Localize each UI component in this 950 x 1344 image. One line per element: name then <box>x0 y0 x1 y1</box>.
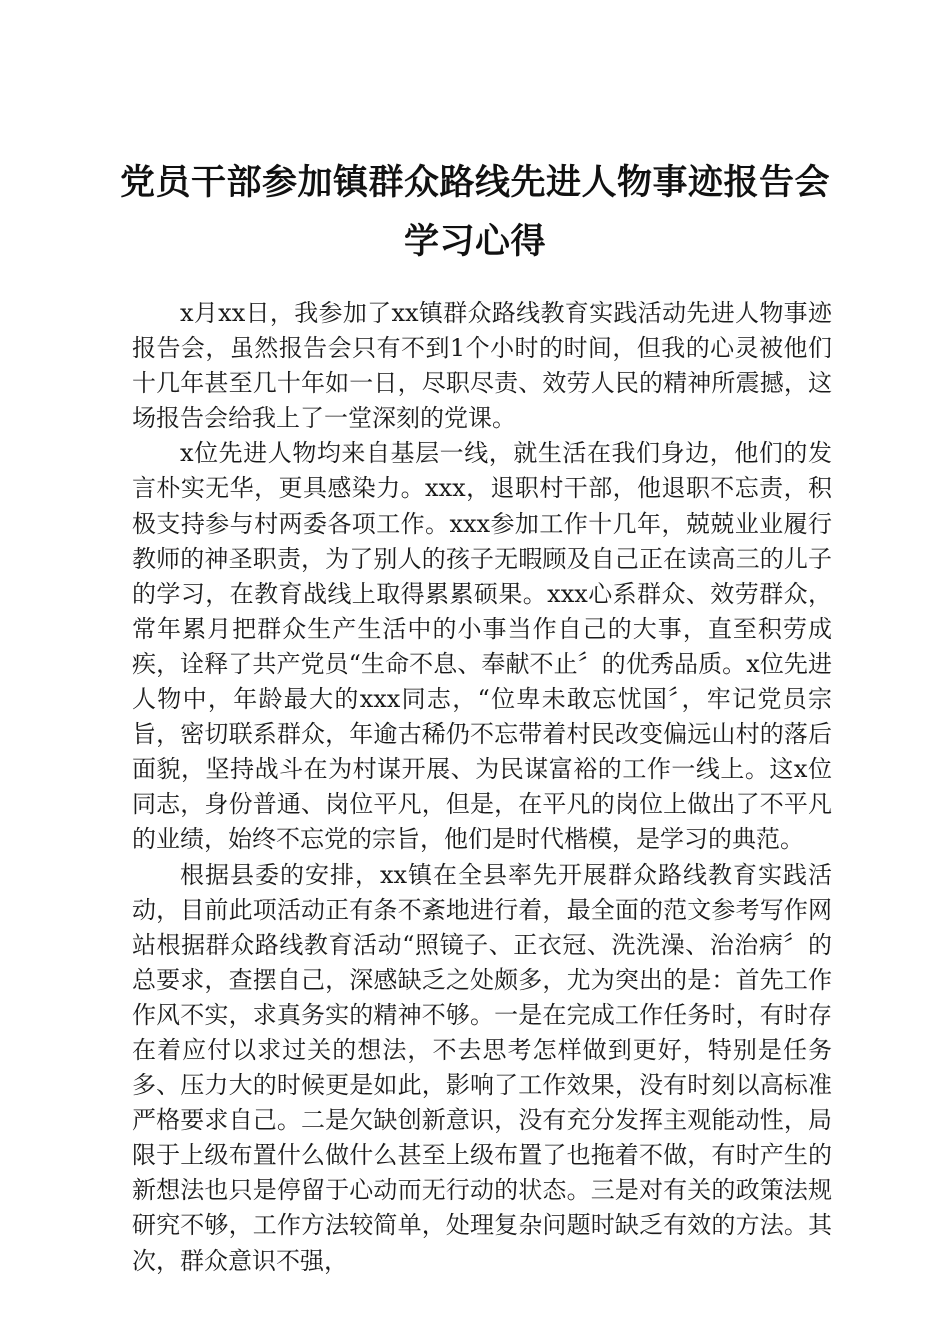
paragraph-3: 根据县委的安排，xx镇在全县率先开展群众路线教育实践活动，目前此项活动正有条不紊地进行着，最全面的范文参考写作网站根据群众路线教育活动“照镜子、正衣冠、洗洗澡、治治病〞的总要求，查摆自己，深感缺乏之处颇多，尤为突出的是：首先工作作风不实，求真务实的精神不够。一是在完成工作任务时，有时存在着应付以求过关的想法，不去思考怎样做到更好，特别是任务多、压力大的时候更是如此，影响了工作效果，没有时刻以高标准严格要求自己。二是欠缺创新意识，没有充分发挥主观能动性，局限于上级布置什么做什么甚至上级布置了也拖着不做，有时产生的新想法也只是停留于心动而无行动的状态。三是对有关的政策法规研究不够，工作方法较简单，处理复杂问题时缺乏有效的方法。其次，群众意识不强， <box>132 860 832 1275</box>
document-title-line1: 党员干部参加镇群众路线先进人物事迹报告会 <box>119 163 830 203</box>
paragraph-2: x位先进人物均来自基层一线，就生活在我们身边，他们的发言朴实无华，更具感染力。xxx，退职村干部，他退职不忘责，积极支持参与村两委各项工作。xxx参加工作十几年，兢兢业业履行教师的神圣职责，为了别人的孩子无暇顾及自己正在读高三的儿子的学习，在教育战线上取得累累硕果。xxx心系群众、效劳群众，常年累月把群众生产生活中的小事当作自己的大事，直至积劳成疾，诠释了共产党员“生命不息、奉献不止〞的优秀品质。x位先进人物中，年龄最大的xxx同志，“位卑未敢忘忧国〞，牢记党员宗旨，密切联系群众，年逾古稀仍不忘带着村民改变偏远山村的落后面貌，坚持战斗在为村谋开展、为民谋富裕的工作一线上。这x位同志，身份普通、岗位平凡，但是，在平凡的岗位上做出了不平凡的业绩，始终不忘党的宗旨，他们是时代楷模，是学习的典范。 <box>132 439 832 854</box>
document-title-line2: 学习心得 <box>403 222 546 262</box>
document-body <box>132 296 832 1279</box>
paragraph-1: x月xx日，我参加了xx镇群众路线教育实践活动先进人物事迹报告会，虽然报告会只有不到1个小时的时间，但我的心灵被他们十几年甚至几十年如一日，尽职尽责、效劳人民的精神所震撼，这场报告会给我上了一堂深刻的党课。 <box>132 299 832 433</box>
